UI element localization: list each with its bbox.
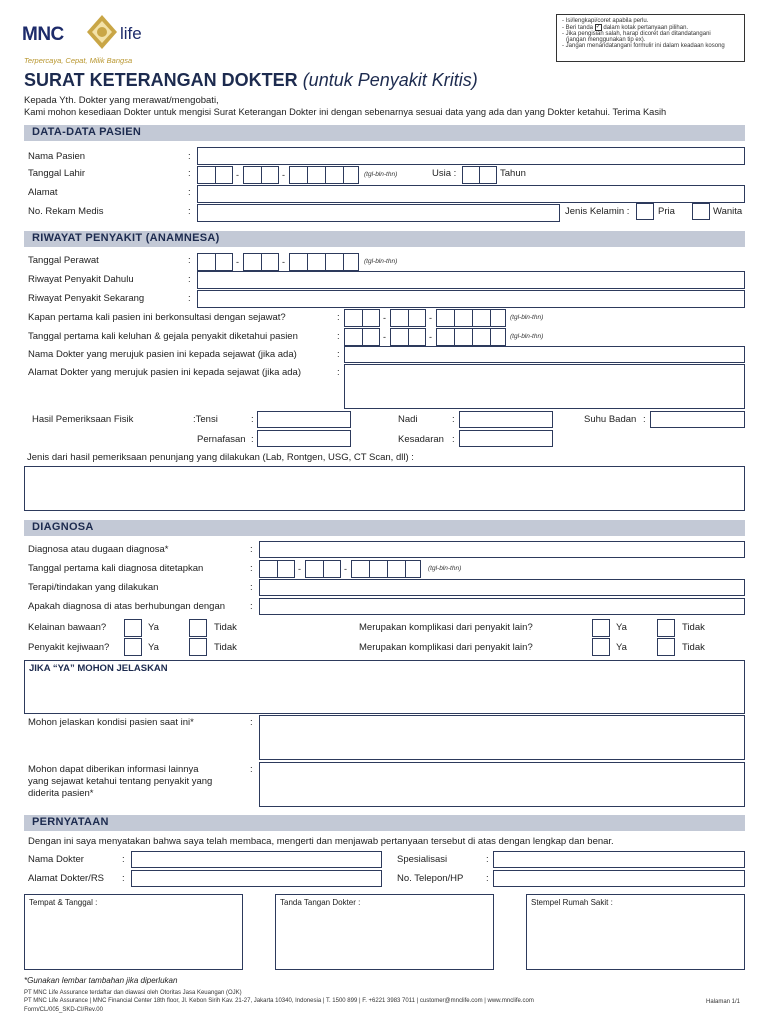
care-date-month[interactable] bbox=[243, 253, 279, 271]
colon: : bbox=[251, 414, 254, 425]
first-symptom-month[interactable] bbox=[390, 328, 426, 346]
first-symptom-year[interactable] bbox=[436, 328, 506, 346]
doctor-name-input[interactable] bbox=[131, 851, 382, 868]
statement-text: Dengan ini saya menyatakan bahwa saya telah membaca, mengerti dan menjawab pertanyaan tersebut di atas dengan lengkap dan benar. bbox=[28, 836, 614, 847]
first-consult-year[interactable] bbox=[436, 309, 506, 327]
past-illness-input[interactable] bbox=[197, 271, 745, 289]
no-label: Tidak bbox=[682, 622, 705, 633]
colon: : bbox=[250, 601, 253, 612]
dob-hint: (tgl-bln-thn) bbox=[364, 171, 398, 178]
diag-input[interactable] bbox=[259, 541, 745, 558]
note-4: (jangan menggunakan tip ex). bbox=[566, 37, 646, 44]
footer-line-1: PT MNC Life Assurance terdaftar dan diawasi oleh Otoritas Jasa Keuangan (OJK) bbox=[24, 990, 242, 996]
first-diag-year[interactable] bbox=[351, 560, 421, 578]
colon: : bbox=[188, 274, 191, 285]
colon: : bbox=[486, 854, 489, 865]
bp-input[interactable] bbox=[257, 411, 351, 428]
section-patient bbox=[24, 125, 745, 141]
tagline: Terpercaya, Cepat, Milik Bangsa bbox=[24, 56, 133, 65]
referring-name-input[interactable] bbox=[344, 346, 745, 363]
first-consult-label: Kapan pertama kali pasien ini berkonsultasi dengan sejawat? bbox=[28, 312, 286, 323]
logo-diamond-icon bbox=[86, 14, 118, 50]
related-label: Apakah diagnosa di atas berhubungan dengan bbox=[28, 601, 226, 612]
first-symptom-label: Tanggal pertama kali keluhan & gejala penyakit diketahui pasien bbox=[28, 331, 298, 342]
patient-name-label: Nama Pasien bbox=[28, 151, 86, 162]
phone-input[interactable] bbox=[493, 870, 745, 887]
first-symptom-day[interactable] bbox=[344, 328, 380, 346]
dob-label: Tanggal Lahir bbox=[28, 168, 86, 179]
intro-line-2: Kami mohon kesediaan Dokter untuk mengisi Surat Keterangan Dokter ini dengan sebenarnya sesuai data yang ada dan yang Dokter ketahui. Terima Kasih bbox=[24, 107, 667, 117]
first-consult-day[interactable] bbox=[344, 309, 380, 327]
signature-label: Tanda Tangan Dokter : bbox=[280, 898, 361, 907]
dash: - bbox=[429, 313, 432, 323]
note-5: - Jangan menandatangani formulir ini dalam keadaan kosong bbox=[562, 43, 725, 50]
mental-yes-checkbox[interactable] bbox=[124, 638, 142, 656]
bp-label: :Tensi bbox=[193, 414, 218, 425]
yes-label: Ya bbox=[616, 622, 627, 633]
yes-label: Ya bbox=[616, 642, 627, 653]
congenital-yes-checkbox[interactable] bbox=[124, 619, 142, 637]
colon: : bbox=[188, 255, 191, 266]
complication-1-no-checkbox[interactable] bbox=[657, 619, 675, 637]
colon: : bbox=[250, 582, 253, 593]
no-label: Tidak bbox=[682, 642, 705, 653]
temp-input[interactable] bbox=[650, 411, 745, 428]
colon: : bbox=[188, 168, 191, 179]
care-date-day[interactable] bbox=[197, 253, 233, 271]
stamp-label: Stempel Rumah Sakit : bbox=[531, 898, 613, 907]
first-diag-month[interactable] bbox=[305, 560, 341, 578]
section-statement bbox=[24, 815, 745, 831]
instructions-box bbox=[556, 14, 745, 62]
complication-2-no-checkbox[interactable] bbox=[657, 638, 675, 656]
support-exam-label: Jenis dari hasil pemeriksaan penunjang yang dilakukan (Lab, Rontgen, USG, CT Scan, dll) : bbox=[27, 452, 414, 463]
page-title bbox=[24, 70, 478, 91]
note-2b: dalam kotak pertanyaan pilihan. bbox=[603, 25, 689, 32]
dob-year-input[interactable] bbox=[289, 166, 359, 184]
doctor-name-label: Nama Dokter bbox=[28, 854, 84, 865]
specialty-label: Spesialisasi bbox=[397, 854, 448, 865]
first-consult-month[interactable] bbox=[390, 309, 426, 327]
other-info-label-1: Mohon dapat diberikan informasi lainnya bbox=[28, 764, 199, 775]
first-symptom-hint: (tgl-bln-thn) bbox=[510, 333, 544, 340]
logo-text-life: life bbox=[120, 24, 142, 43]
footer-line-3: Form/CL/005_SKD-CI/Rev.00 bbox=[24, 1007, 103, 1013]
referring-addr-label: Alamat Dokter yang merujuk pasien ini kepada sejawat (jika ada) bbox=[28, 367, 301, 378]
footer-note: *Gunakan lembar tambahan jika diperlukan bbox=[24, 976, 178, 985]
note-2 bbox=[562, 24, 739, 31]
colon: : bbox=[337, 312, 340, 323]
gender-male-label: Pria bbox=[658, 206, 675, 217]
doctor-addr-input[interactable] bbox=[131, 870, 382, 887]
note-3: - Jika pengisian salah, harap dicoret dan ditandatangani bbox=[562, 31, 711, 38]
gender-female-checkbox[interactable] bbox=[692, 203, 710, 220]
temp-label: Suhu Badan bbox=[584, 414, 637, 425]
condition-input[interactable] bbox=[259, 715, 745, 760]
first-diag-hint: (tgl-bln-thn) bbox=[428, 565, 462, 572]
gender-male-checkbox[interactable] bbox=[636, 203, 654, 220]
age-input[interactable] bbox=[462, 166, 497, 184]
other-info-label-2: yang sejawat ketahui tentang penyakit yang bbox=[28, 776, 213, 787]
resp-input[interactable] bbox=[257, 430, 351, 447]
dash: - bbox=[383, 332, 386, 342]
colon: : bbox=[250, 544, 253, 555]
explain-label: JIKA “YA” MOHON JELASKAN bbox=[29, 663, 168, 674]
section-diagnosis-title: DIAGNOSA bbox=[32, 521, 94, 533]
conscious-label: Kesadaran bbox=[398, 434, 444, 445]
resp-label: Pernafasan bbox=[197, 434, 246, 445]
logo bbox=[22, 14, 152, 52]
section-history-title: RIWAYAT PENYAKIT (ANAMNESA) bbox=[32, 232, 220, 244]
colon: : bbox=[250, 764, 253, 775]
support-exam-input[interactable] bbox=[24, 466, 745, 511]
dash: - bbox=[282, 170, 285, 180]
section-diagnosis bbox=[24, 520, 745, 536]
section-statement-title: PERNYATAAN bbox=[32, 816, 109, 828]
yes-label: Ya bbox=[148, 622, 159, 633]
colon: : bbox=[337, 367, 340, 378]
colon: : bbox=[188, 151, 191, 162]
patient-name-input[interactable] bbox=[197, 147, 745, 165]
colon: : bbox=[250, 717, 253, 728]
gender-female-label: Wanita bbox=[713, 206, 743, 217]
colon: : bbox=[122, 873, 125, 884]
years-label: Tahun bbox=[500, 168, 526, 179]
dash: - bbox=[383, 313, 386, 323]
colon: : bbox=[250, 563, 253, 574]
complication-1-yes-checkbox[interactable] bbox=[592, 619, 610, 637]
colon: : bbox=[188, 293, 191, 304]
first-consult-hint: (tgl-bln-thn) bbox=[510, 314, 544, 321]
related-input[interactable] bbox=[259, 598, 745, 615]
other-info-label-3: diderita pasien* bbox=[28, 788, 94, 799]
condition-label: Mohon jelaskan kondisi pasien saat ini* bbox=[28, 717, 194, 728]
care-date-label: Tanggal Perawat bbox=[28, 255, 99, 266]
checkbox-sample-icon: ✓ bbox=[595, 24, 601, 30]
dash: - bbox=[282, 257, 285, 267]
section-history bbox=[24, 231, 745, 247]
congenital-label: Kelainan bawaan? bbox=[28, 622, 107, 633]
therapy-label: Terapi/tindakan yang dilakukan bbox=[28, 582, 159, 593]
complication-label-1: Merupakan komplikasi dari penyakit lain? bbox=[359, 622, 533, 633]
pulse-input[interactable] bbox=[459, 411, 553, 428]
colon: : bbox=[486, 873, 489, 884]
record-label: No. Rekam Medis bbox=[28, 206, 104, 217]
colon: : bbox=[188, 206, 191, 217]
doctor-addr-label: Alamat Dokter/RS bbox=[28, 873, 105, 884]
dash: - bbox=[236, 170, 239, 180]
current-illness-label: Riwayat Penyakit Sekarang bbox=[28, 293, 145, 304]
dob-month-input[interactable] bbox=[243, 166, 279, 184]
age-label: Usia : bbox=[432, 168, 457, 179]
colon: : bbox=[337, 331, 340, 342]
title-main: SURAT KETERANGAN DOKTER bbox=[24, 70, 298, 90]
care-date-hint: (tgl-bln-thn) bbox=[364, 258, 398, 265]
page-number: Halaman 1/1 bbox=[706, 999, 741, 1005]
pulse-label: Nadi bbox=[398, 414, 418, 425]
place-date-label: Tempat & Tanggal : bbox=[29, 898, 98, 907]
diag-label: Diagnosa atau dugaan diagnosa* bbox=[28, 544, 169, 555]
no-label: Tidak bbox=[214, 622, 237, 633]
dob-day-input[interactable] bbox=[197, 166, 233, 184]
referring-name-label: Nama Dokter yang merujuk pasien ini kepada sejawat (jika ada) bbox=[28, 349, 297, 360]
section-patient-title: DATA-DATA PASIEN bbox=[32, 126, 142, 138]
note-2a: - Beri tanda bbox=[562, 25, 594, 32]
record-input[interactable] bbox=[197, 204, 560, 222]
dash: - bbox=[236, 257, 239, 267]
referring-addr-input[interactable] bbox=[344, 364, 745, 409]
complication-label-2: Merupakan komplikasi dari penyakit lain? bbox=[359, 642, 533, 653]
past-illness-label: Riwayat Penyakit Dahulu bbox=[28, 274, 134, 285]
colon: : bbox=[643, 414, 646, 425]
colon: : bbox=[452, 434, 455, 445]
colon: : bbox=[122, 854, 125, 865]
intro-line-1: Kepada Yth. Dokter yang merawat/mengobati, bbox=[24, 95, 219, 106]
other-info-input[interactable] bbox=[259, 762, 745, 807]
dash: - bbox=[298, 564, 301, 574]
therapy-input[interactable] bbox=[259, 579, 745, 596]
colon: : bbox=[251, 434, 254, 445]
mental-label: Penyakit kejiwaan? bbox=[28, 642, 110, 653]
colon: : bbox=[188, 187, 191, 198]
mental-no-checkbox[interactable] bbox=[189, 638, 207, 656]
note-1: - Isi/lengkapi/coret apabila perlu. bbox=[562, 18, 649, 24]
colon: : bbox=[452, 414, 455, 425]
yes-label: Ya bbox=[148, 642, 159, 653]
complication-2-yes-checkbox[interactable] bbox=[592, 638, 610, 656]
dash: - bbox=[429, 332, 432, 342]
care-date-year[interactable] bbox=[289, 253, 359, 271]
address-input[interactable] bbox=[197, 185, 745, 203]
phone-label: No. Telepon/HP bbox=[397, 873, 464, 884]
conscious-input[interactable] bbox=[459, 430, 553, 447]
current-illness-input[interactable] bbox=[197, 290, 745, 308]
specialty-input[interactable] bbox=[493, 851, 745, 868]
footer-line-2: PT MNC Life Assurance | MNC Financial Center 18th floor, Jl. Kebon Sirih Kav. 21-27, Jakarta 10340, Indonesia | T. 1500 899 | F. +6221 3983 7011 | customer@mnclife.com | www.mnclife.com bbox=[24, 998, 534, 1004]
congenital-no-checkbox[interactable] bbox=[189, 619, 207, 637]
first-diag-day[interactable] bbox=[259, 560, 295, 578]
no-label: Tidak bbox=[214, 642, 237, 653]
first-diag-label: Tanggal pertama kali diagnosa ditetapkan bbox=[28, 563, 204, 574]
dash: - bbox=[344, 564, 347, 574]
exam-label: Hasil Pemeriksaan Fisik bbox=[32, 414, 134, 425]
colon: : bbox=[337, 349, 340, 360]
address-label: Alamat bbox=[28, 187, 58, 198]
gender-label: Jenis Kelamin : bbox=[565, 206, 630, 217]
logo-text-mnc: MNC bbox=[22, 24, 64, 45]
title-sub: (untuk Penyakit Kritis) bbox=[302, 70, 478, 90]
